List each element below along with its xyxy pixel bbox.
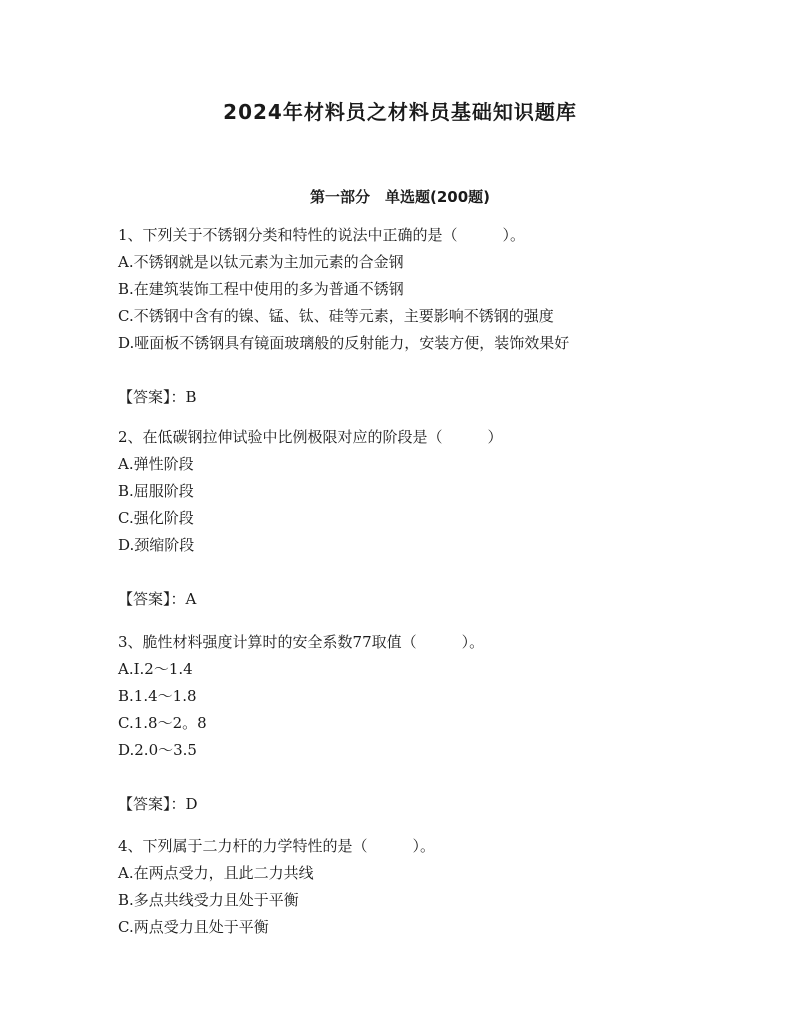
question-stem: 4、下列属于二力杆的力学特性的是（ ）。 <box>118 837 436 855</box>
option-a: A.弹性阶段 <box>118 455 194 473</box>
question-stem: 1、下列关于不锈钢分类和特性的说法中正确的是（ ）。 <box>118 226 526 244</box>
answer-label: 【答案】：A <box>118 590 197 608</box>
option-d: D.颈缩阶段 <box>118 536 195 554</box>
question-2 <box>118 424 758 613</box>
document-title: 2024年材料员之材料员基础知识题库 <box>223 100 577 124</box>
answer-label: 【答案】：B <box>118 388 197 406</box>
option-c: C.两点受力且处于平衡 <box>118 918 269 936</box>
option-c: C.不锈钢中含有的镍、锰、钛、硅等元素，主要影响不锈钢的强度 <box>118 307 554 325</box>
option-a: A.在两点受力，且此二力共线 <box>118 864 314 882</box>
question-1 <box>118 222 758 411</box>
answer-label: 【答案】：D <box>118 795 198 813</box>
option-d: D.2.0～3.5 <box>118 741 197 759</box>
question-3 <box>118 629 758 818</box>
question-stem: 3、脆性材料强度计算时的安全系数77取值（ ）。 <box>118 633 485 651</box>
option-a: A.I.2～1.4 <box>118 660 193 678</box>
section-heading: 第一部分 单选题(200题) <box>309 188 491 206</box>
option-b: B.屈服阶段 <box>118 482 194 500</box>
option-b: B.1.4～1.8 <box>118 687 197 705</box>
option-d: D.哑面板不锈钢具有镜面玻璃般的反射能力，安装方便，装饰效果好 <box>118 334 570 352</box>
option-c: C.1.8～2。8 <box>118 714 207 732</box>
option-c: C.强化阶段 <box>118 509 194 527</box>
option-a: A.不锈钢就是以钛元素为主加元素的合金钢 <box>118 253 404 271</box>
question-stem: 2、在低碳钢拉伸试验中比例极限对应的阶段是（ ） <box>118 428 503 446</box>
question-4 <box>118 833 758 941</box>
option-b: B.多点共线受力且处于平衡 <box>118 891 299 909</box>
option-b: B.在建筑装饰工程中使用的多为普通不锈钢 <box>118 280 404 298</box>
